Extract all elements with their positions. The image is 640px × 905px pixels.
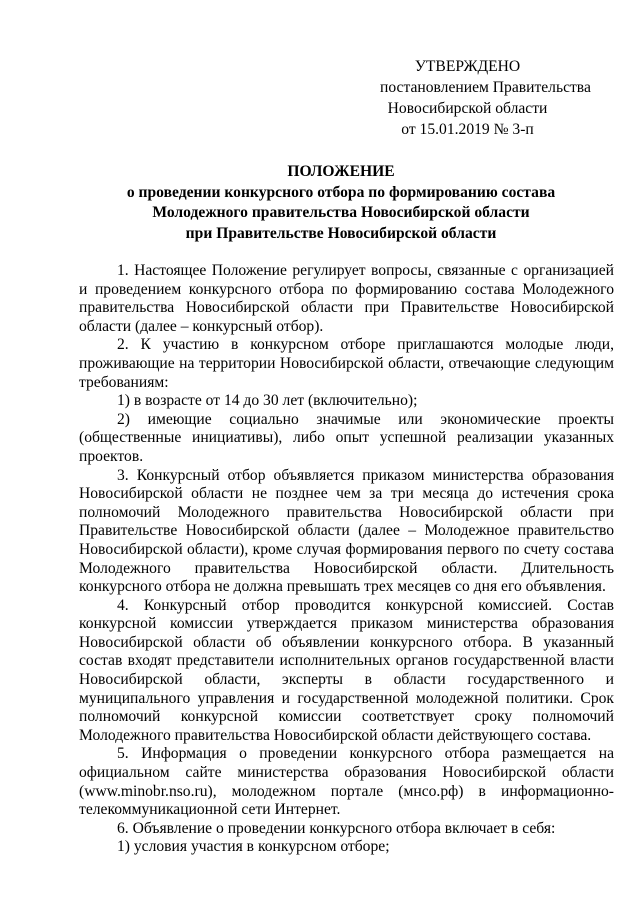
title-heading: ПОЛОЖЕНИЕ bbox=[287, 163, 395, 180]
title-line: о проведении конкурсного отбора по формированию состава bbox=[126, 183, 556, 201]
approval-heading: УТВЕРЖДЕНО bbox=[414, 58, 521, 75]
paragraph: 3. Конкурсный отбор объявляется приказом министерства образования Новосибирской области не позднее чем за три месяца до истечения срока полномочий Молодежного правительства Новосибирской области при Правительстве Новосибирской области (далее – Молодежное правительство Новосибирской области), кроме случая формирования первого по счету состава Молодежного правительства Новосибирской области. Длительность конкурсного отбора не должна превышать трех месяцев со дня его объявления. bbox=[79, 466, 614, 596]
paragraph: 6. Объявление о проведении конкурсного отбора включает в себя: bbox=[117, 819, 556, 837]
approval-region: Новосибирской области bbox=[387, 100, 548, 117]
paragraph: 1) условия участия в конкурсном отборе; bbox=[117, 838, 390, 856]
paragraph: 4. Конкурсный отбор проводится конкурсной комиссией. Состав конкурсной комиссии утверждается приказом министерства образования Новосибирской области об объявлении конкурсного отбора. В указанный состав входят представители исполнительных органов государственной власти Новосибирской области, эксперты в области государственного и муниципального управления и государственной молодежной политики. Срок полномочий конкурсной комиссии соответствует сроку полномочий Молодежного правительства Новосибирской области действующего состава. bbox=[79, 596, 614, 744]
document-body bbox=[79, 262, 614, 857]
document-title bbox=[60, 162, 622, 244]
approval-stamp bbox=[380, 56, 591, 140]
title-line: Молодежного правительства Новосибирской области bbox=[152, 204, 530, 221]
paragraph: 1) в возрасте от 14 до 30 лет (включительно); bbox=[117, 392, 418, 410]
paragraph: 5. Информация о проведении конкурсного отбора размещается на официальном сайте министерства образования Новосибирской области (www.minobr.nso.ru), молодежном портале (мнсо.рф) в информационно-телекоммуникационной сети Интернет. bbox=[79, 745, 614, 819]
approval-date-number: от 15.01.2019 № 3-п bbox=[401, 121, 534, 138]
approval-authority: постановлением Правительства bbox=[380, 79, 591, 96]
paragraph: 2. К участию в конкурсном отборе приглашаются молодые люди, проживающие на территории Новосибирской области, отвечающие следующим требованиям: bbox=[79, 336, 614, 391]
title-line: при Правительстве Новосибирской области bbox=[185, 224, 497, 242]
paragraph: 1. Настоящее Положение регулирует вопросы, связанные с организацией и проведением конкурсного отбора по формированию состава Молодежного правительства Новосибирской области при Правительстве Новосибирской области (далее – конкурсный отбор). bbox=[79, 262, 614, 335]
paragraph: 2) имеющие социально значимые или экономические проекты (общественные инициативы), либо опыт успешной реализации указанных проектов. bbox=[79, 410, 614, 465]
